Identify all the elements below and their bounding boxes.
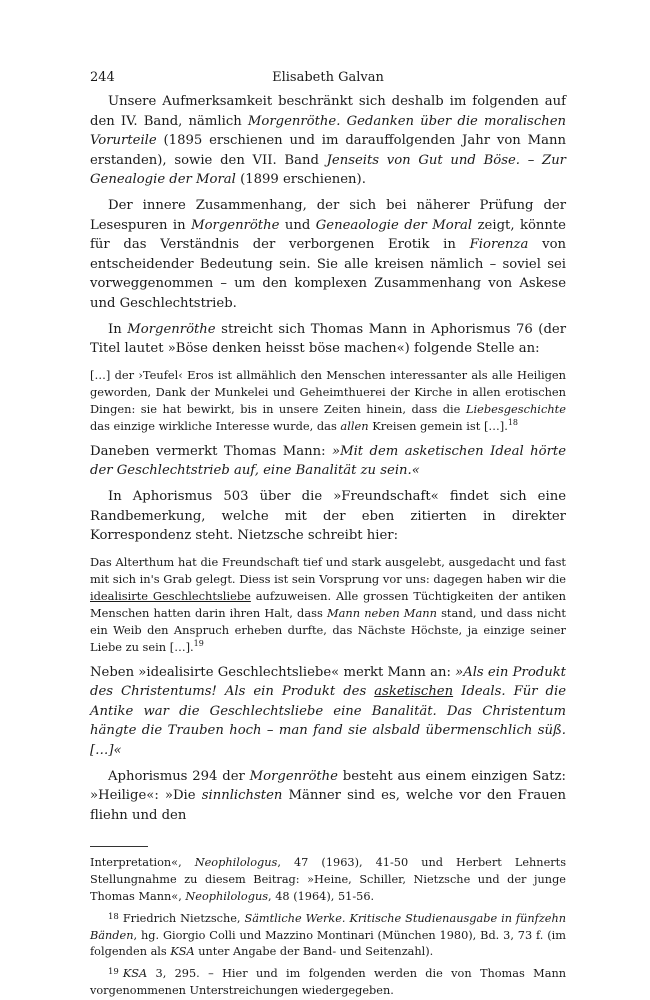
footnote-divider [90,846,148,847]
paragraph-4: Daneben vermerkt Thomas Mann: »Mit dem asketischen Ideal hörte der Geschlechtstrieb auf, eine Banalität zu sein.« [90,443,566,479]
footnote-continuation: Interpretation«, Neophilologus, 47 (1963), 41-50 und Herbert Lehnerts Stellungnahme zu diesem Beitrag: »Heine, Schiller, Nietzsche und der junge Thomas Mann«, Neophilologus, 48 (1964), 51-56. [90,856,566,904]
footnote-ref-19: 19 [193,638,204,648]
footnote-18: $^{18}$ Friedrich Nietzsche, Sämtliche Werke. Kritische Studienausgabe in fünfzehn Bänden, hg. Giorgio Colli und Mazzino Montinari (München 1980), Bd. 3, 73 f. (im folgenden als KSA unter Angabe der Band- und Seitenzahl). [90,911,567,959]
paragraph-5: In Aphorismus 503 über die »Freundschaft« findet sich eine Randbemerkung, welche mit der eben zitierten in direkter Korrespondenz steht. Nietzsche schreibt hier: [90,488,566,544]
book-page [90,70,566,1000]
page-header [90,70,566,92]
block-quote-1: […] der ›Teufel‹ Eros ist allmählich den Menschen interessanter als alle Heiligen geworden, Dank der Munkelei und Geheimthuerei der Kirche in allen erotischen Dingen: sie hat bewirkt, bis in unsere Zeiten hinein, dass die Liebesgeschichte das einzige wirkliche Interesse wurde, das allen Kreisen gemein ist […].$^{18}$ [90,367,566,433]
footnote-ref-18: 18 [507,417,519,427]
footnote-19: $^{19}$ KSA 3, 295. – Hier und im folgenden werden die von Thomas Mann vorgenommenen Unterstreichungen wiedergegeben. [90,967,566,998]
page-number: 244 [90,70,115,85]
paragraph-3: In Morgenröthe streicht sich Thomas Mann in Aphorismus 76 (der Titel lautet »Böse denken heisst böse machen«) folgende Stelle an: [90,321,566,357]
block-quote-2: Das Alterthum hat die Freundschaft tief und stark ausgelebt, ausgedacht und fast mit sich in's Grab gelegt. Diess ist sein Vorsprung vor uns: dagegen haben wir die idealisirte Geschlechtsliebe aufzuweisen. Alle grossen Tüchtigkeiten der antiken Menschen hatten darin ihren Halt, dass Mann neben Mann stand, und dass nicht ein Weib den Anspruch erheben durfte, das Nächste Höchste, ja einzige seiner Liebe zu sein […].$^{19}$ [90,554,567,654]
paragraph-7: Aphorismus 294 der Morgenröthe besteht aus einem einzigen Satz: »Heilige«: »Die sinnlichsten Männer sind es, welche vor den Frauen fliehn und den [90,768,566,823]
paragraph-1: Unsere Aufmerksamkeit beschränkt sich deshalb im folgenden auf den IV. Band, nämlich Morgenröthe. Gedanken über die moralischen Vorurteile (1895 erschienen und im darauffolgenden Jahr von Mann erstanden), sowie den VII. Band Jenseits von Gut und Böse. – Zur Genealogie der Moral (1899 erschienen). [90,94,566,188]
paragraph-6: Neben »idealisirte Geschlechtsliebe« merkt Mann an: »Als ein Produkt des Christentums! Als ein Produkt des asketischen Ideals. Für die Antike war die Geschlechtsliebe eine Banalität. Das Christentum hängte die Trauben hoch – man fand sie alsbald übermenschlich süß. […]« [90,664,567,759]
running-title: Elisabeth Galvan [272,70,384,85]
paragraph-2: Der innere Zusammenhang, der sich bei näherer Prüfung der Lesespuren in Morgenröthe und Geneaologie der Moral zeigt, könnte für das Verständnis der verborgenen Erotik in Fiorenza von entscheidender Bedeutung sein. Sie alle kreisen nämlich – soviel sei vorweggenommen – um den komplexen Zusammenhang von Askese und Geschlechtstrieb. [90,197,567,311]
